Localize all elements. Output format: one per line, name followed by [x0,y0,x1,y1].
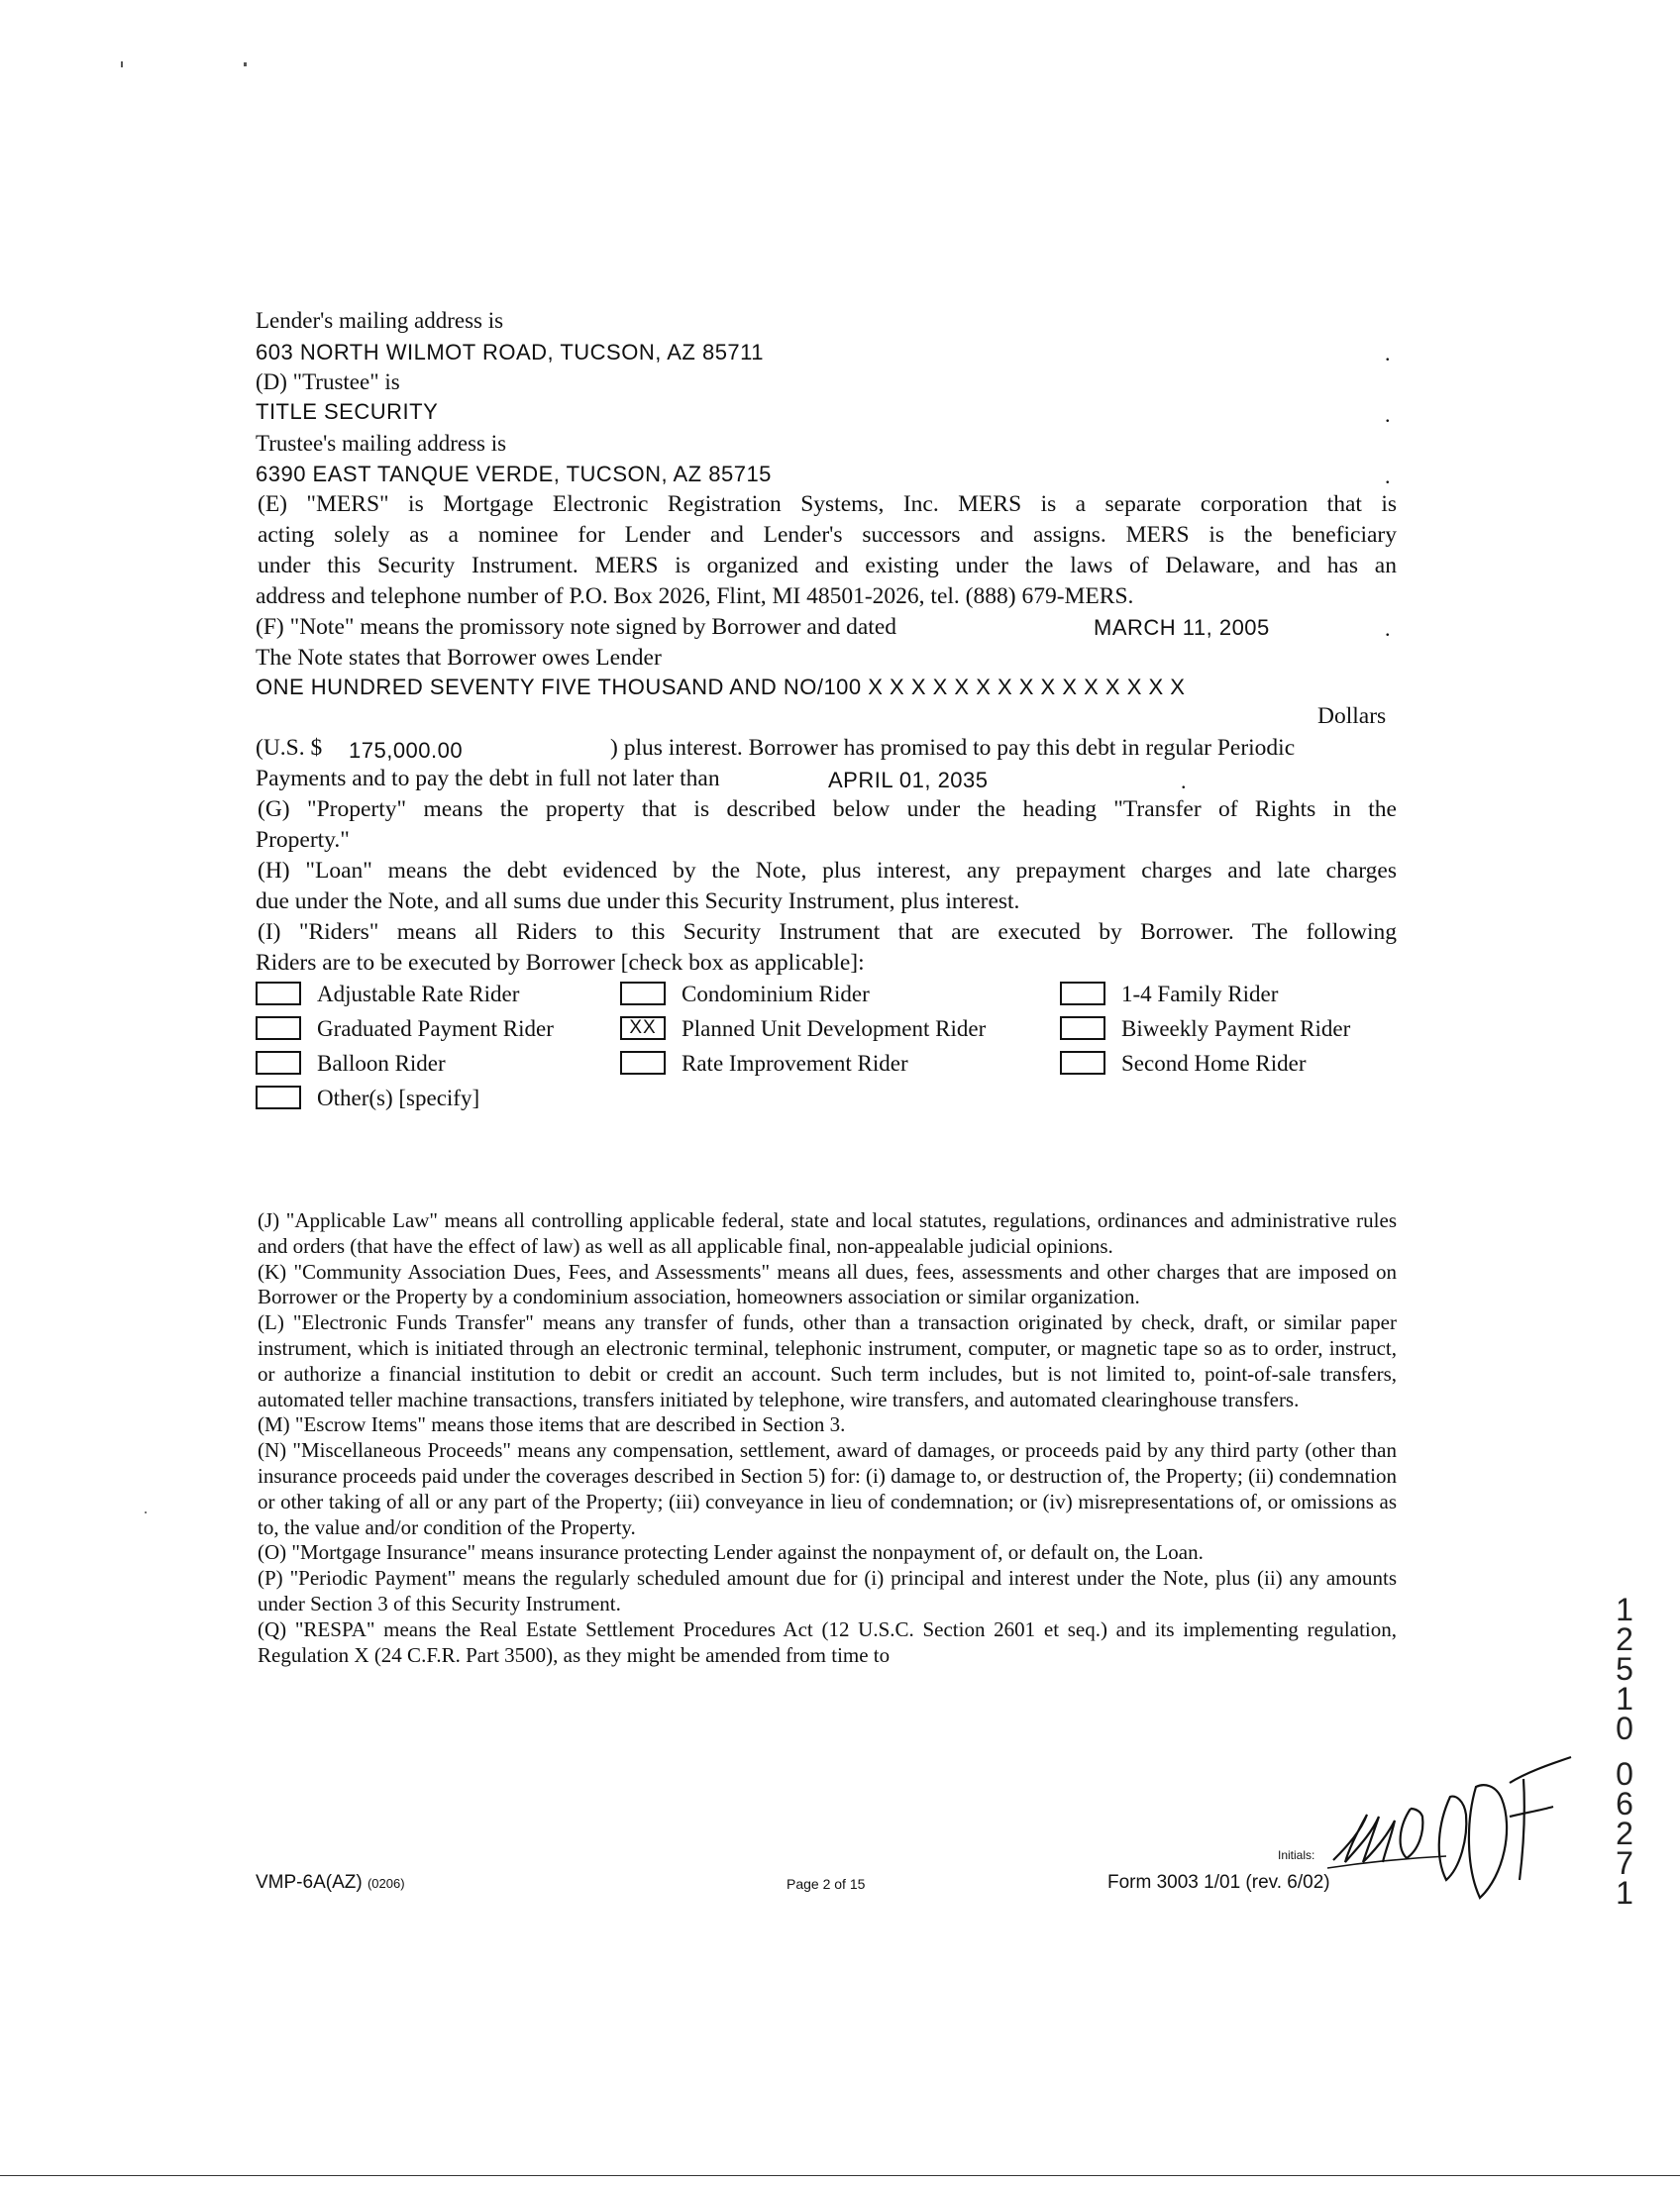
initials-label: Initials: [1278,1848,1315,1862]
trustee-name: TITLE SECURITY [256,399,439,424]
page-number: Page 2 of 15 [787,1876,866,1892]
definition-respa: (Q) "RESPA" means the Real Estate Settlement Procedures Act (12 U.S.C. Section 2601 et seq.) and its implementing regulation, Regulation X (24 C.F.R. Part 3500), as they might be amended from time to [258,1616,1397,1667]
mers-line: (E) "MERS" is Mortgage Electronic Registration Systems, Inc. MERS is a separate corporation that is [258,491,1397,517]
amount-in-words: ONE HUNDRED SEVENTY FIVE THOUSAND AND NO/100 X X X X X X X X X X X X X X X [256,675,1186,699]
rider-graduated-payment [256,1013,554,1045]
rider-label: Rate Improvement Rider [682,1051,908,1076]
trustee-address-label: Trustee's mailing address is [256,431,507,456]
side-stamp-digit: 0 [1616,1711,1633,1746]
punctuation: . [1385,464,1391,488]
form-code [256,1872,405,1894]
rider-condominium [620,979,870,1010]
scan-mark [121,61,123,67]
definition-escrow-items: (M) "Escrow Items" means those items that are described in Section 3. [258,1412,846,1437]
rider-checkbox[interactable] [256,1051,301,1075]
rider-checkbox[interactable] [256,1086,301,1109]
mers-line: under this Security Instrument. MERS is organized and existing under the laws of Delaware, and has an [258,553,1397,578]
rider-adjustable-rate [256,979,519,1010]
rider-checkbox[interactable] [256,982,301,1005]
rider-checkbox[interactable] [620,1051,666,1075]
side-stamp-digit: 6 [1616,1786,1633,1822]
scan-mark [145,1511,147,1513]
definition-applicable-law: (J) "Applicable Law" means all controlling applicable federal, state and local statutes, regulations, ordinances and administrative rules and orders (that have the effect of law) as well as all applicable final, non-appealable judicial opinions. [258,1208,1397,1258]
form-code-value: VMP-6A(AZ) [256,1872,363,1893]
form-number: Form 3003 1/01 (rev. 6/02) [1107,1872,1330,1893]
rider-label: Second Home Rider [1121,1051,1307,1076]
loan-definition-line: due under the Note, and all sums due under this Security Instrument, plus interest. [256,888,1020,914]
mers-line: acting solely as a nominee for Lender and Lender's successors and assigns. MERS is the beneficiary [258,522,1397,548]
trustee-address: 6390 EAST TANQUE VERDE, TUCSON, AZ 85715 [256,462,772,486]
riders-definition-line: (I) "Riders" means all Riders to this Security Instrument that are executed by Borrower. The following [258,919,1397,945]
rider-checkbox[interactable]: XX [620,1016,666,1040]
side-stamp-digit: 5 [1616,1651,1633,1687]
rider-planned-unit-development [620,1013,986,1045]
rider-checkbox[interactable] [256,1016,301,1040]
rider-balloon [256,1048,446,1080]
punctuation: . [1385,341,1391,365]
side-stamp-digit: 2 [1616,1621,1633,1657]
rider-rate-improvement [620,1048,908,1080]
side-stamp-digit: 7 [1616,1845,1633,1881]
us-dollar-prefix: (U.S. $ [256,735,323,761]
dollars-label: Dollars [1317,703,1387,729]
rider-biweekly-payment [1060,1013,1350,1045]
side-stamp-digit: 1 [1616,1875,1633,1911]
definitions-block [258,1208,1397,1668]
definition-mortgage-insurance: (O) "Mortgage Insurance" means insurance protecting Lender against the nonpayment of, or default on, the Loan. [258,1540,1204,1565]
definition-electronic-funds-transfer: (L) "Electronic Funds Transfer" means any transfer of funds, other than a transaction originated by check, draft, or similar paper instrument, which is initiated through an electronic terminal, telephonic instrument, computer, or magnetic tape so as to order, instruct, or authorize a financial institution to debit or credit an account. Such term includes, but is not limited to, point-of-sale transfers, automated teller machine transactions, transfers initiated by telephone, wire transfers, and automated clearinghouse transfers. [258,1310,1397,1411]
punctuation: . [1181,769,1187,793]
plus-interest-text: ) plus interest. Borrower has promised to pay this debt in regular Periodic [610,735,1296,761]
side-stamp-digit: 2 [1616,1816,1633,1851]
rider-label: Graduated Payment Rider [317,1016,554,1041]
note-definition: (F) "Note" means the promissory note signed by Borrower and dated [256,614,897,640]
rider-label: Biweekly Payment Rider [1121,1016,1351,1041]
rider-second-home [1060,1048,1307,1080]
rider-checkbox[interactable] [620,982,666,1005]
lender-address: 603 NORTH WILMOT ROAD, TUCSON, AZ 85711 [256,340,765,364]
property-definition-line: Property." [256,827,350,853]
form-code-revision: (0206) [367,1876,405,1891]
scan-mark [244,62,247,66]
riders-definition-line: Riders are to be executed by Borrower [check box as applicable]: [256,950,865,976]
loan-definition-line: (H) "Loan" means the debt evidenced by the Note, plus interest, any prepayment charges and late charges [258,858,1397,884]
side-stamp [1613,1592,1636,1911]
rider-1-4-family [1060,979,1278,1010]
rider-other [256,1083,479,1114]
rider-checkbox[interactable] [1060,1016,1105,1040]
maturity-date: APRIL 01, 2035 [828,768,989,792]
punctuation: . [1385,402,1391,427]
scan-edge-line [0,2175,1680,2176]
property-definition-line: (G) "Property" means the property that is described below under the heading "Transfer of Rights in the [258,796,1397,822]
definition-miscellaneous-proceeds: (N) "Miscellaneous Proceeds" means any compensation, settlement, award of damages, or proceeds paid by any third party (other than insurance proceeds paid under the coverages described in Section 5) for: (i) damage to, or destruction of, the Property; (ii) condemnation or other taking of all or any part of the Property; (iii) conveyance in lieu of condemnation; or (iv) misrepresentations of, or omissions as to, the value and/or condition of the Property. [258,1438,1397,1539]
rider-checkbox[interactable] [1060,982,1105,1005]
rider-label: Balloon Rider [317,1051,446,1076]
rider-label: 1-4 Family Rider [1121,982,1279,1006]
side-stamp-digit: 1 [1616,1592,1633,1627]
rider-label: Other(s) [specify] [317,1086,480,1110]
mers-line: address and telephone number of P.O. Box 2026, Flint, MI 48501-2026, tel. (888) 679-MERS. [256,583,1134,609]
lender-address-label: Lender's mailing address is [256,308,504,333]
handwritten-initials [1327,1753,1595,1931]
punctuation: . [1385,616,1391,641]
rider-label: Condominium Rider [682,982,870,1006]
note-states: The Note states that Borrower owes Lender [256,645,662,671]
amount-in-figures: 175,000.00 [349,738,464,763]
definition-community-association-dues: (K) "Community Association Dues, Fees, and Assessments" means all dues, fees, assessments and other charges that are imposed on Borrower or the Property by a condominium association, homeowners association or similar organization. [258,1259,1397,1309]
side-stamp-digit: 0 [1616,1756,1633,1792]
note-date: MARCH 11, 2005 [1094,615,1270,640]
payments-line: Payments and to pay the debt in full not later than [256,766,720,791]
side-stamp-digit: 1 [1616,1681,1633,1717]
trustee-definition: (D) "Trustee" is [256,369,400,394]
rider-label: Adjustable Rate Rider [317,982,520,1006]
rider-checkbox[interactable] [1060,1051,1105,1075]
definition-periodic-payment: (P) "Periodic Payment" means the regularly scheduled amount due for (i) principal and interest under the Note, plus (ii) any amounts under Section 3 of this Security Instrument. [258,1566,1397,1615]
rider-label: Planned Unit Development Rider [682,1016,987,1041]
